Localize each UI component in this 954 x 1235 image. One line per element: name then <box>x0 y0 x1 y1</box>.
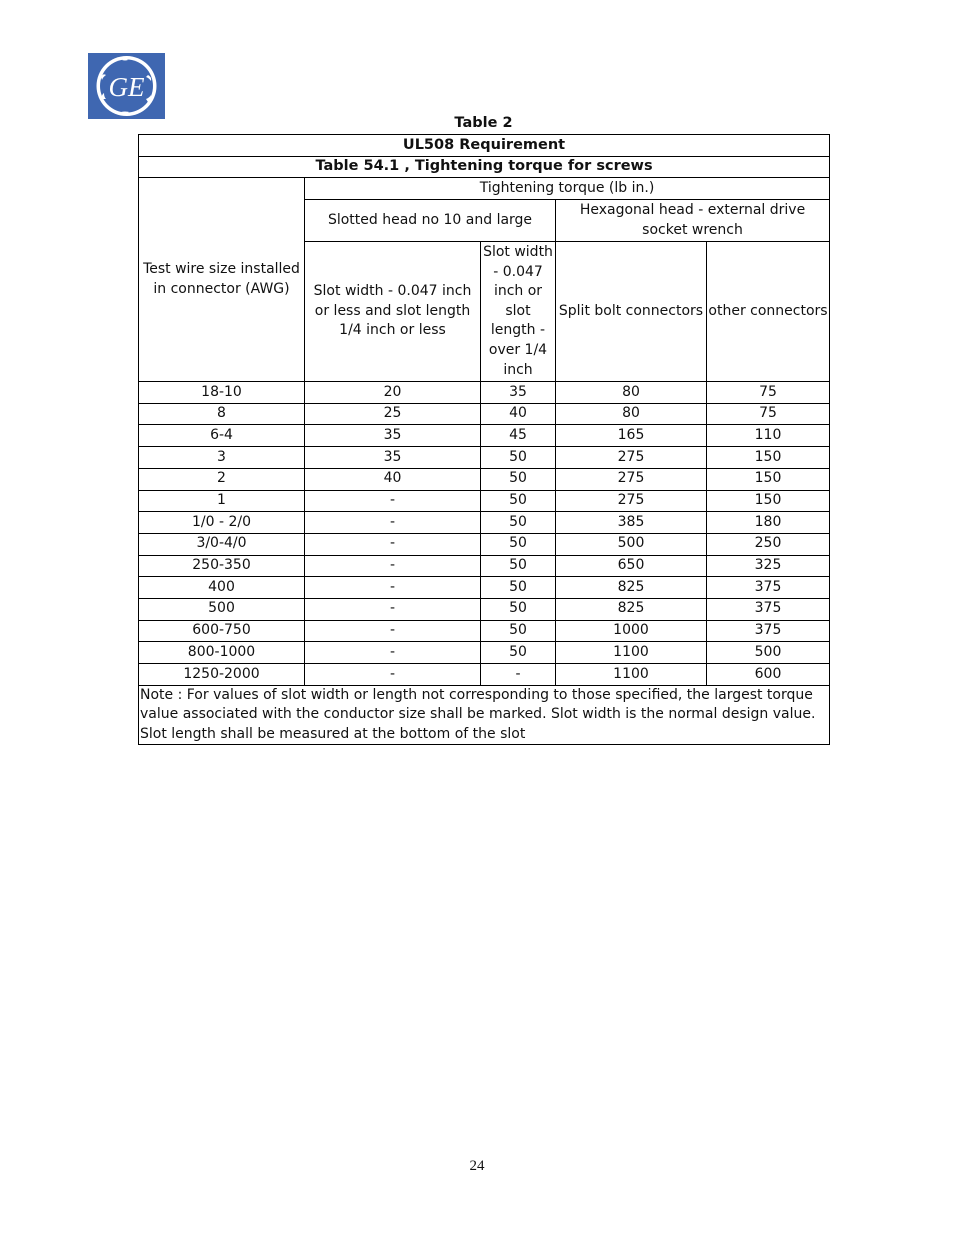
table-row <box>139 468 830 490</box>
wire-size-cell: 2 <box>139 468 305 490</box>
table-row <box>139 382 830 404</box>
col-header-other: other connectors <box>707 242 830 382</box>
tightening-torque-table <box>138 134 830 745</box>
split-bolt-cell: 1000 <box>556 620 707 642</box>
table-row <box>139 512 830 534</box>
wire-size-cell: 250-350 <box>139 555 305 577</box>
ge-logo <box>88 53 165 119</box>
other-connector-cell: 375 <box>707 598 830 620</box>
other-connector-cell: 180 <box>707 512 830 534</box>
other-connector-cell: 375 <box>707 620 830 642</box>
table-note: Note : For values of slot width or length not corresponding to those specified, the largest torque value associated with the conductor size shall be marked. Slot width is the normal design value. Slot length shall be measured at the bottom of the slot <box>139 685 830 745</box>
table-row <box>139 447 830 469</box>
table-row <box>139 490 830 512</box>
split-bolt-cell: 80 <box>556 382 707 404</box>
torque-header: Tightening torque (lb in.) <box>305 178 830 200</box>
table-row <box>139 642 830 664</box>
slot-small-cell: - <box>305 512 481 534</box>
slot-small-cell: 35 <box>305 425 481 447</box>
slot-large-cell: 50 <box>481 447 556 469</box>
table-row <box>139 577 830 599</box>
split-bolt-cell: 825 <box>556 577 707 599</box>
wire-size-cell: 6-4 <box>139 425 305 447</box>
split-bolt-cell: 1100 <box>556 664 707 686</box>
table-row <box>139 425 830 447</box>
slot-small-cell: 20 <box>305 382 481 404</box>
group-header-hexagonal: Hexagonal head - external drive socket wrench <box>556 200 830 242</box>
group-header-slotted: Slotted head no 10 and large <box>305 200 556 242</box>
slot-large-cell: - <box>481 664 556 686</box>
slot-small-cell: - <box>305 598 481 620</box>
wire-size-cell: 18-10 <box>139 382 305 404</box>
other-connector-cell: 375 <box>707 577 830 599</box>
split-bolt-cell: 1100 <box>556 642 707 664</box>
other-connector-cell: 600 <box>707 664 830 686</box>
other-connector-cell: 150 <box>707 490 830 512</box>
table-row <box>139 403 830 425</box>
slot-large-cell: 50 <box>481 555 556 577</box>
other-connector-cell: 325 <box>707 555 830 577</box>
slot-large-cell: 45 <box>481 425 556 447</box>
wire-size-cell: 500 <box>139 598 305 620</box>
other-connector-cell: 150 <box>707 447 830 469</box>
other-connector-cell: 75 <box>707 403 830 425</box>
split-bolt-cell: 275 <box>556 447 707 469</box>
split-bolt-cell: 385 <box>556 512 707 534</box>
wire-size-cell: 8 <box>139 403 305 425</box>
wire-size-cell: 600-750 <box>139 620 305 642</box>
slot-large-cell: 50 <box>481 533 556 555</box>
wire-size-cell: 400 <box>139 577 305 599</box>
page-number: 24 <box>469 1158 485 1174</box>
wire-size-cell: 800-1000 <box>139 642 305 664</box>
slot-small-cell: - <box>305 533 481 555</box>
slot-large-cell: 50 <box>481 620 556 642</box>
split-bolt-cell: 275 <box>556 490 707 512</box>
table-row <box>139 533 830 555</box>
split-bolt-cell: 80 <box>556 403 707 425</box>
table-row <box>139 555 830 577</box>
logo-lettering: GE <box>108 72 145 102</box>
slot-large-cell: 50 <box>481 642 556 664</box>
wire-size-cell: 1250-2000 <box>139 664 305 686</box>
table-row <box>139 620 830 642</box>
slot-small-cell: - <box>305 577 481 599</box>
col-header-slot-large: Slot width - 0.047 inch or slot length - over 1/4 inch <box>481 242 556 382</box>
slot-small-cell: - <box>305 642 481 664</box>
slot-small-cell: - <box>305 664 481 686</box>
ge-monogram-icon <box>88 53 165 119</box>
other-connector-cell: 500 <box>707 642 830 664</box>
slot-small-cell: - <box>305 490 481 512</box>
slot-large-cell: 35 <box>481 382 556 404</box>
other-connector-cell: 150 <box>707 468 830 490</box>
split-bolt-cell: 650 <box>556 555 707 577</box>
slot-large-cell: 50 <box>481 577 556 599</box>
col-header-slot-small: Slot width - 0.047 inch or less and slot length 1/4 inch or less <box>305 242 481 382</box>
table-caption: Table 2 <box>454 115 513 131</box>
other-connector-cell: 250 <box>707 533 830 555</box>
slot-large-cell: 50 <box>481 490 556 512</box>
row-header-wire-size: Test wire size installed in connector (AWG) <box>139 178 305 382</box>
table-row <box>139 664 830 686</box>
slot-small-cell: 35 <box>305 447 481 469</box>
split-bolt-cell: 165 <box>556 425 707 447</box>
wire-size-cell: 3 <box>139 447 305 469</box>
table-title: UL508 Requirement <box>139 135 830 157</box>
col-header-split-bolt: Split bolt connectors <box>556 242 707 382</box>
slot-small-cell: 25 <box>305 403 481 425</box>
slot-large-cell: 50 <box>481 598 556 620</box>
slot-small-cell: - <box>305 555 481 577</box>
slot-large-cell: 50 <box>481 512 556 534</box>
split-bolt-cell: 500 <box>556 533 707 555</box>
other-connector-cell: 75 <box>707 382 830 404</box>
other-connector-cell: 110 <box>707 425 830 447</box>
slot-large-cell: 50 <box>481 468 556 490</box>
wire-size-cell: 3/0-4/0 <box>139 533 305 555</box>
split-bolt-cell: 275 <box>556 468 707 490</box>
slot-small-cell: 40 <box>305 468 481 490</box>
slot-large-cell: 40 <box>481 403 556 425</box>
table-subtitle: Table 54.1 , Tightening torque for screws <box>139 156 830 178</box>
slot-small-cell: - <box>305 620 481 642</box>
split-bolt-cell: 825 <box>556 598 707 620</box>
wire-size-cell: 1/0 - 2/0 <box>139 512 305 534</box>
table-row <box>139 598 830 620</box>
wire-size-cell: 1 <box>139 490 305 512</box>
